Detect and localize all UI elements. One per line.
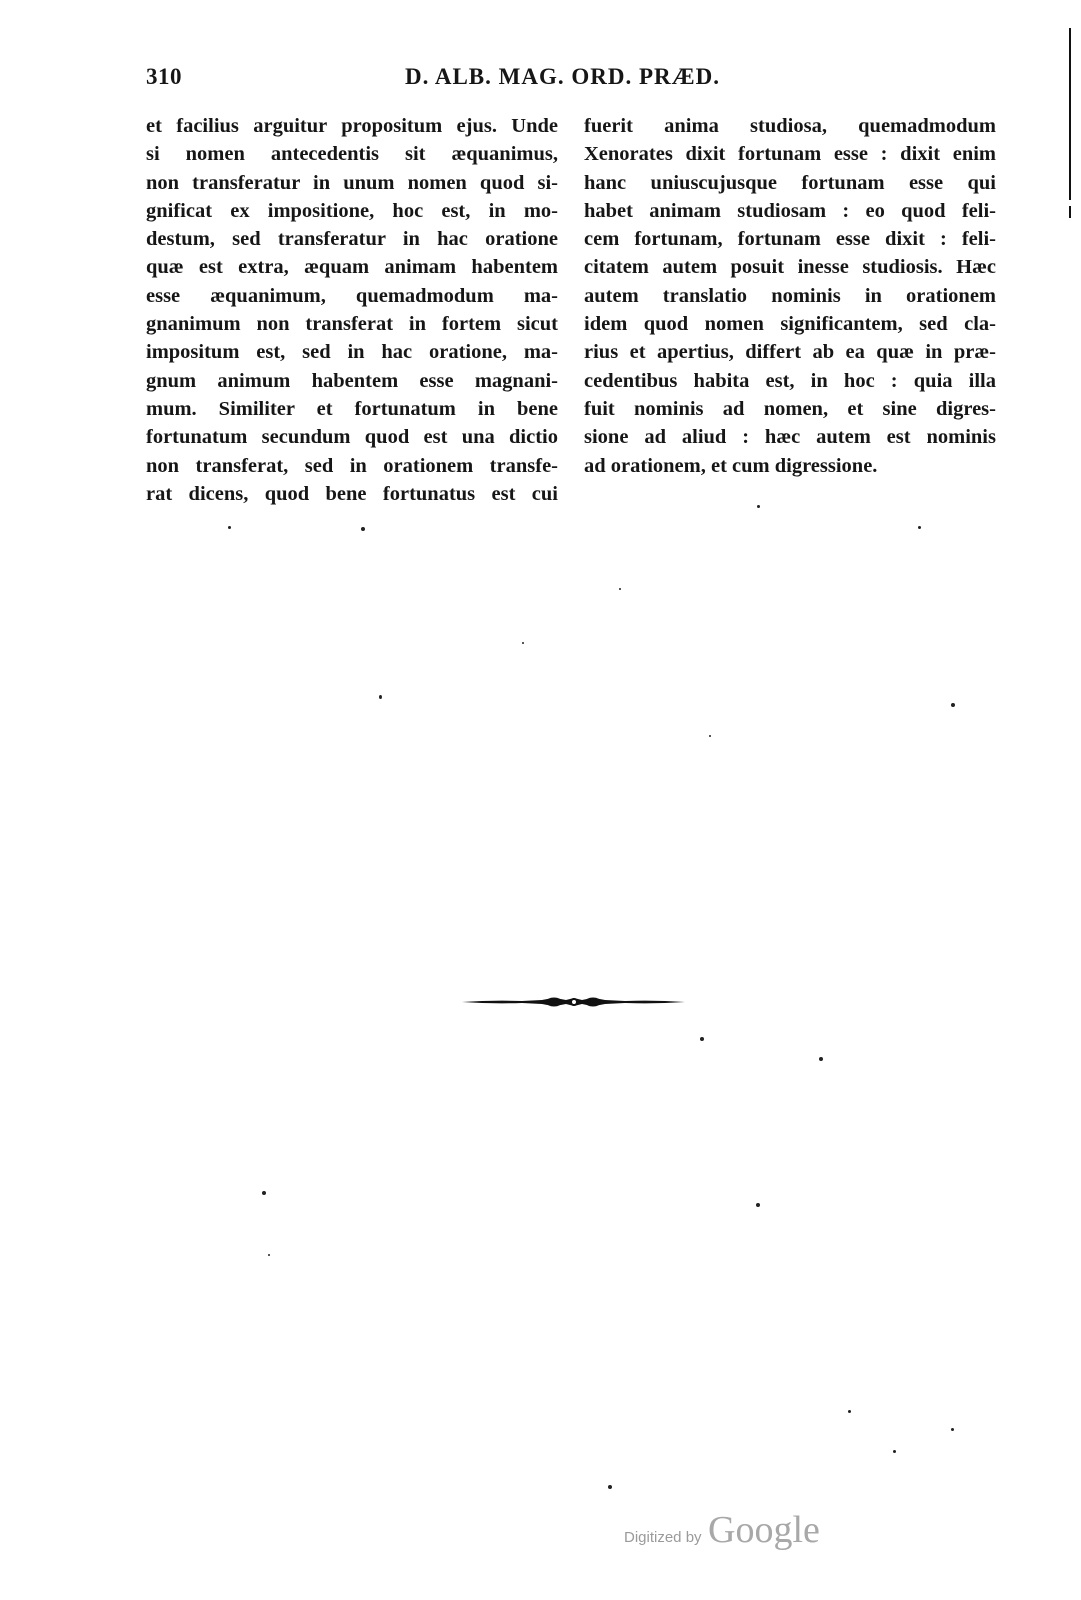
scan-speck bbox=[262, 1191, 266, 1195]
running-head: D. ALB. MAG. ORD. PRÆD. bbox=[405, 64, 720, 89]
text-line: hanc uniuscujusque fortunam esse qui bbox=[584, 171, 996, 194]
scan-speck bbox=[619, 588, 621, 590]
text-line: cem fortunam, fortunam esse dixit : feli- bbox=[584, 228, 996, 251]
text-column-right bbox=[584, 112, 996, 480]
text-column-left bbox=[146, 112, 558, 508]
text-line: non transferatur in unum nomen quod si- bbox=[146, 171, 558, 194]
text-line: destum, sed transferatur in hac oratione bbox=[146, 228, 558, 251]
text-line: et facilius arguitur propositum ejus. Unde bbox=[146, 115, 558, 137]
text-line: esse æquanimum, quemadmodum ma- bbox=[146, 284, 558, 307]
text-line: gnanimum non transferat in fortem sicut bbox=[146, 313, 558, 336]
text-line: quæ est extra, æquam animam habentem bbox=[146, 256, 558, 279]
text-line: rat dicens, quod bene fortunatus est cui bbox=[146, 482, 558, 505]
scan-speck bbox=[951, 1428, 954, 1431]
text-line: sione ad aliud : hæc autem est nominis bbox=[584, 426, 996, 449]
text-line: citatem autem posuit inesse studiosis. Hæc bbox=[584, 256, 996, 279]
text-line: idem quod nomen significantem, sed cla- bbox=[584, 313, 996, 336]
text-line: ad orationem, et cum digressione. bbox=[584, 454, 878, 477]
scan-speck bbox=[848, 1410, 851, 1413]
text-line: cedentibus habita est, in hoc : quia illa bbox=[584, 369, 996, 392]
scan-speck bbox=[709, 735, 711, 737]
text-line: rius et apertius, differt ab ea quæ in præ- bbox=[584, 341, 996, 364]
scan-speck bbox=[522, 642, 524, 644]
text-line: Xenorates dixit fortunam esse : dixit enim bbox=[584, 143, 996, 166]
text-line: non transferat, sed in orationem transfe- bbox=[146, 454, 558, 477]
digitized-label: Digitized by bbox=[624, 1529, 702, 1546]
scan-speck bbox=[700, 1037, 704, 1041]
scan-speck bbox=[228, 526, 231, 529]
scan-speck bbox=[893, 1450, 896, 1453]
text-line: mum. Similiter et fortunatum in bene bbox=[146, 397, 558, 420]
text-line: fuit nominis ad nomen, et sine digres- bbox=[584, 397, 996, 420]
scan-edge-mark bbox=[1069, 206, 1071, 218]
text-line: fortunatum secundum quod est una dictio bbox=[146, 426, 558, 449]
text-line: gnum animum habentem esse magnani- bbox=[146, 369, 558, 392]
text-line: impositum est, sed in hac oratione, ma- bbox=[146, 341, 558, 364]
scan-speck bbox=[361, 527, 365, 531]
ornament-divider bbox=[462, 995, 685, 1009]
digitized-watermark bbox=[624, 1508, 820, 1552]
scan-edge-rule bbox=[1069, 28, 1071, 200]
text-line: fuerit anima studiosa, quemadmodum bbox=[584, 115, 996, 137]
scan-speck bbox=[608, 1485, 612, 1489]
scan-speck bbox=[268, 1254, 270, 1256]
text-line: autem translatio nominis in orationem bbox=[584, 284, 996, 307]
scan-speck bbox=[819, 1057, 823, 1061]
scan-speck bbox=[756, 1203, 760, 1207]
scan-speck bbox=[951, 703, 955, 707]
text-line: habet animam studiosam : eo quod feli- bbox=[584, 199, 996, 222]
text-line: gnificat ex impositione, hoc est, in mo- bbox=[146, 199, 558, 222]
text-line: si nomen antecedentis sit æquanimus, bbox=[146, 143, 558, 166]
page-number: 310 bbox=[146, 64, 182, 89]
google-logo: Google bbox=[708, 1509, 820, 1551]
scan-speck bbox=[757, 505, 760, 508]
scan-speck bbox=[379, 695, 382, 699]
scan-speck bbox=[918, 526, 921, 529]
